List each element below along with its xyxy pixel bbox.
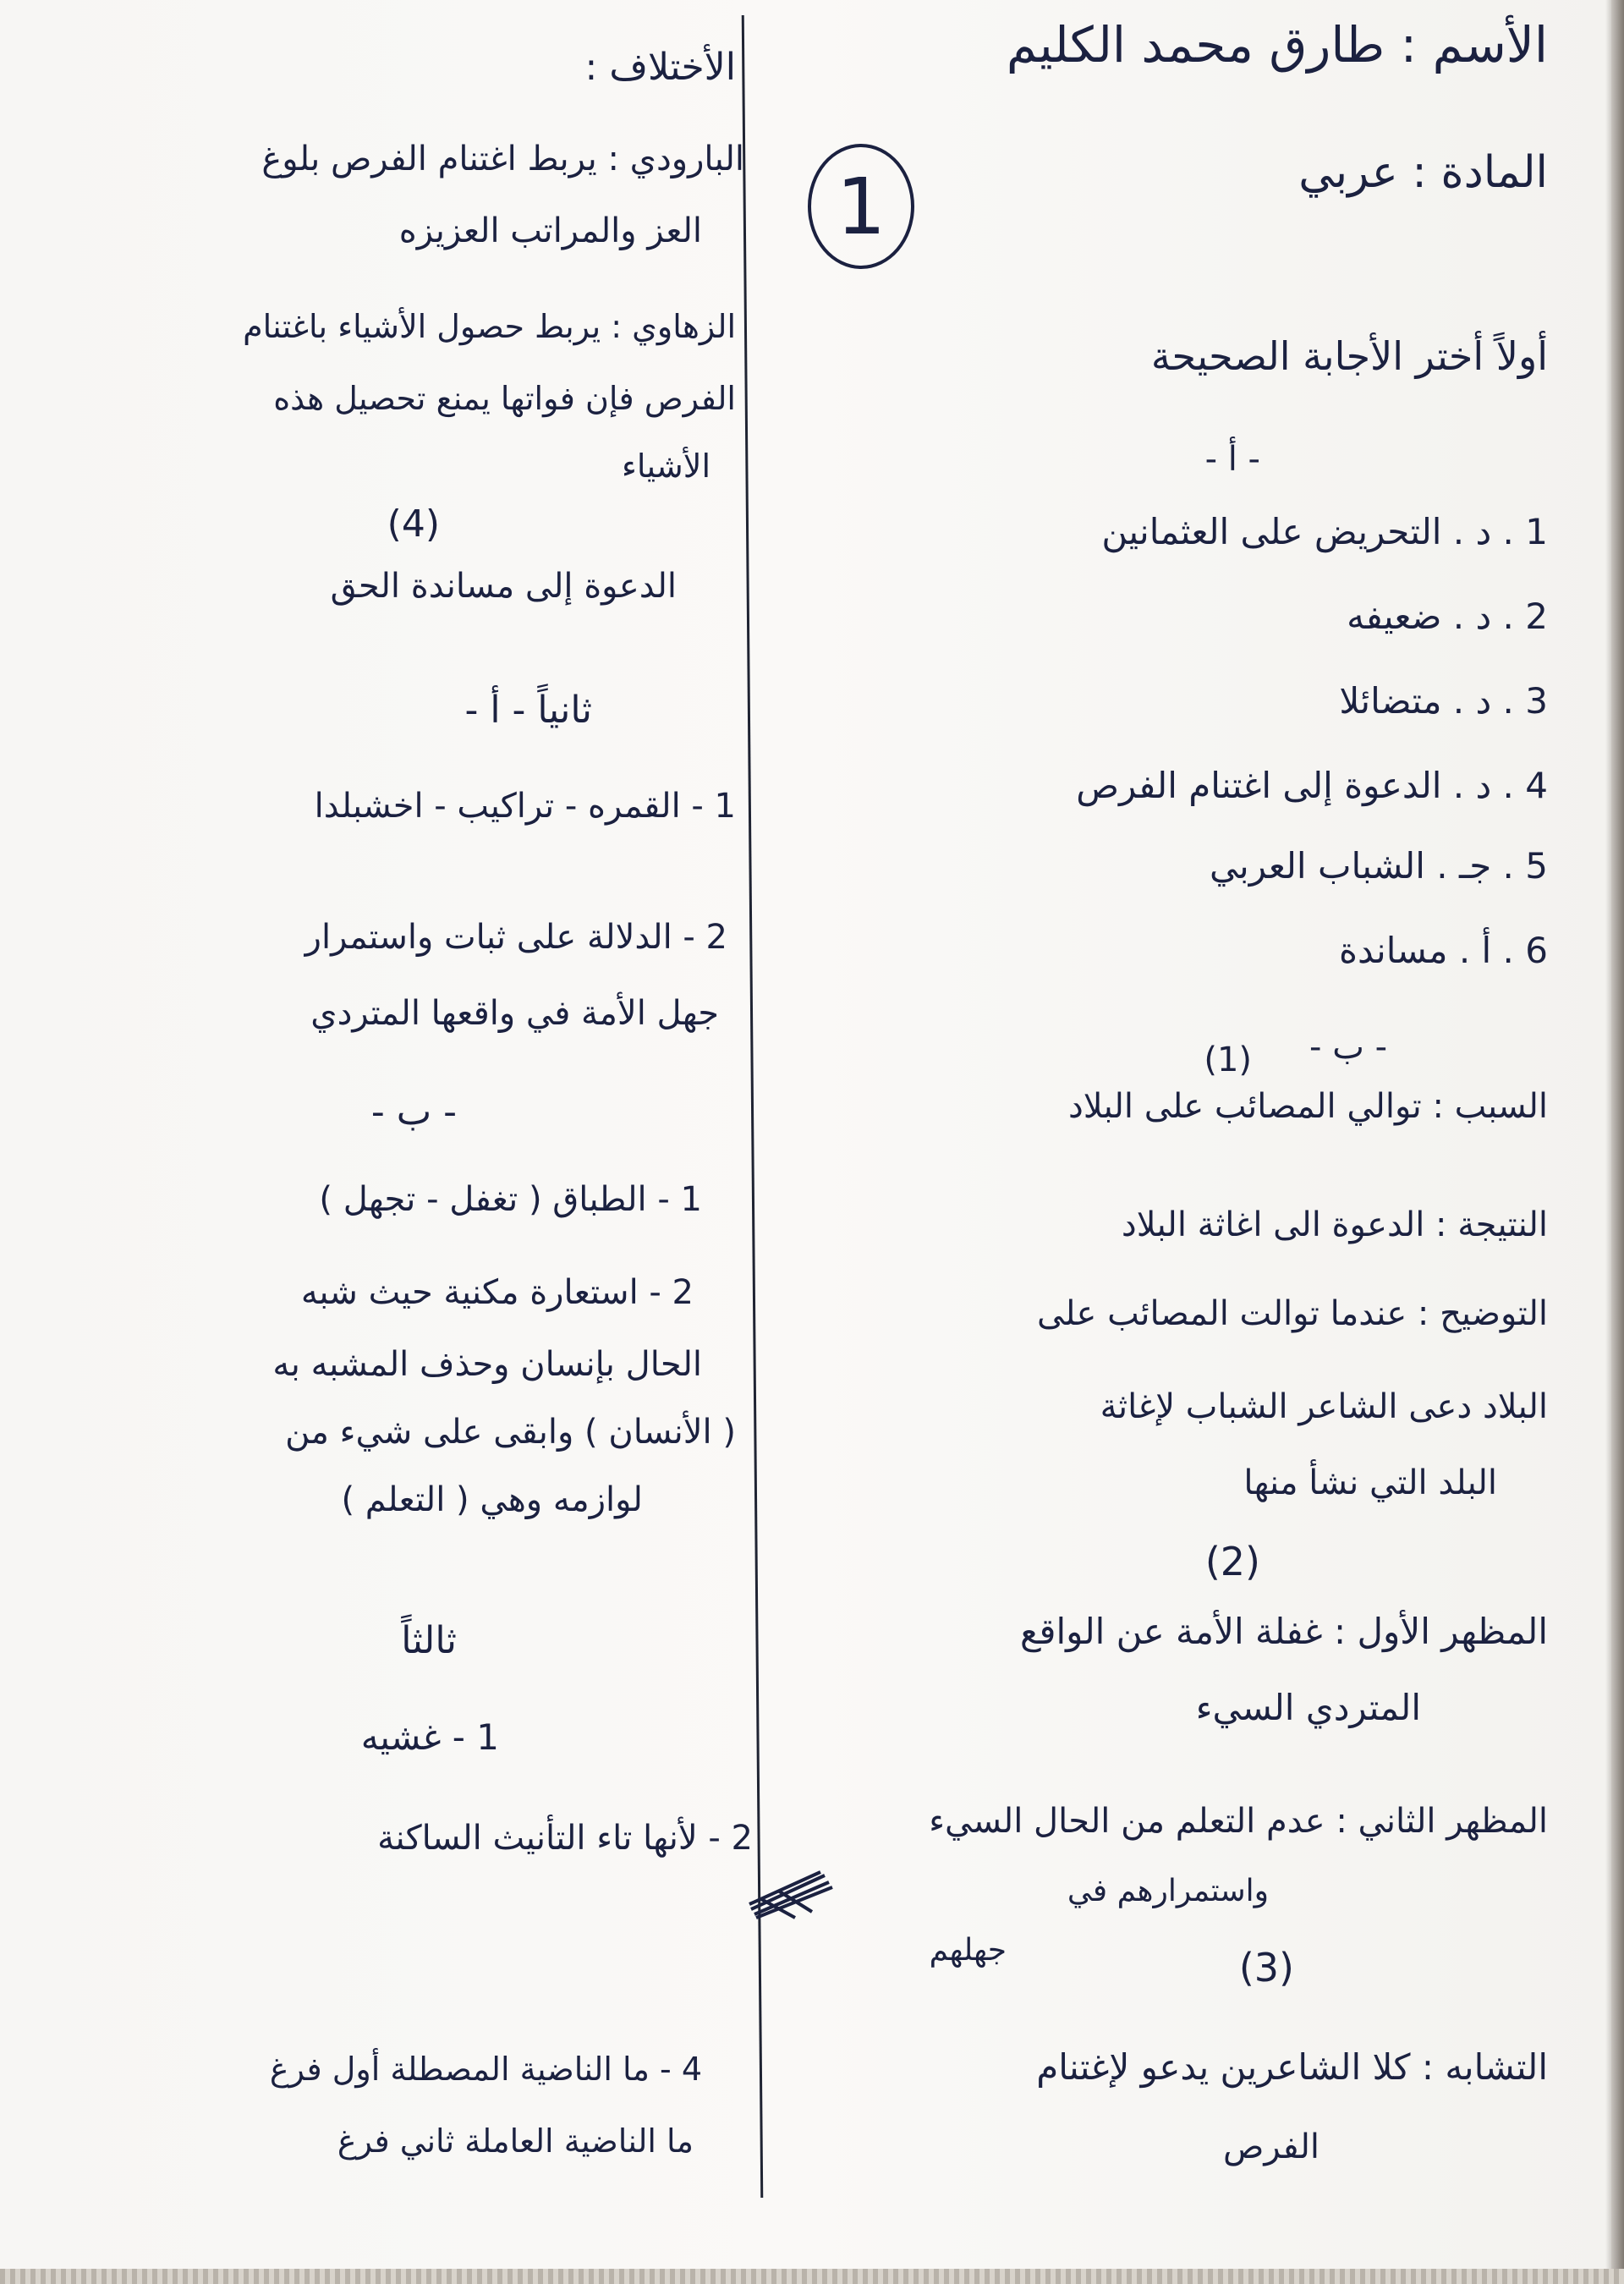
difference-header: الأختلاف : [584, 46, 736, 89]
table-edge-strip [0, 2269, 1624, 2284]
q2-part-b-label: - ب - [370, 1090, 457, 1134]
q2a-line-2: 2 - الدلالة على ثبات واستمرار [304, 918, 727, 957]
q2a-line-1: 1 - القمره - تراكيب - اخشبلدا [314, 787, 736, 826]
explanation-line-1: التوضيح : عندما توالت المصائب على [1036, 1294, 1548, 1333]
mcq-answer-5: 5 . جـ . الشباب العربي [1210, 845, 1548, 887]
page-number: 1 [836, 161, 886, 252]
q2b-line-2: 2 - استعارة مكنية حيث شبه [300, 1273, 694, 1312]
zahawi-line-2: الفرص فإن فواتها يمنع تحصيل هذه [273, 380, 736, 417]
zahawi-line-3: الأشياء [622, 447, 710, 485]
mark-1: (1) [1204, 1040, 1252, 1079]
student-name-line: الأسم : طارق محمد الكليم [1006, 16, 1548, 74]
aspect-one-line-2: المتردي السيء [1195, 1687, 1421, 1728]
right-column [761, 0, 1548, 2267]
aspect-two-line-2: واستمرارهم في [1067, 1874, 1269, 1908]
aspect-one-line-1: المظهر الأول : غفلة الأمة عن الواقع [1020, 1611, 1548, 1652]
question-three-header: ثالثاً [401, 1619, 457, 1662]
mcq-answer-2: 2 . د . ضعيفه [1347, 596, 1548, 637]
barudi-line-2: العز والمراتب العزيزه [398, 211, 702, 250]
q2b-line-1: 1 - الطباق ( تغفل - تجهل ) [319, 1180, 702, 1219]
cause-line: السبب : توالي المصائب على البلاد [1067, 1087, 1548, 1126]
explanation-line-3: البلد التي نشأ منها [1243, 1463, 1497, 1502]
left-column [8, 0, 753, 2267]
q2a-line-3: جهل الأمة في واقعها المتردي [310, 994, 719, 1033]
mcq-answer-6: 6 . أ . مساندة [1338, 930, 1548, 971]
part-a-label: - أ - [1204, 440, 1260, 479]
question-two-header: ثانياً - أ - [464, 689, 592, 732]
q3-4-line-2: ما الناضية العاملة ثاني فرغ [337, 2122, 694, 2160]
zahawi-line-1: الزهاوي : يربط حصول الأشياء باغتنام [243, 308, 736, 345]
part-b-label: - ب - [1309, 1028, 1387, 1067]
aspect-two-line-1: المظهر الثاني : عدم التعلم من الحال السيء [929, 1802, 1548, 1841]
answer-4: الدعوة إلى مساندة الحق [330, 567, 677, 606]
similarity-line-1: التشابه : كلا الشاعرين يدعو لإغتنام [1036, 2046, 1548, 2088]
mcq-answer-3: 3 . د . متضائلا [1339, 680, 1548, 722]
similarity-line-2: الفرص [1223, 2128, 1320, 2166]
mark-3: (3) [1238, 1945, 1294, 1990]
mark-4: (4) [387, 502, 440, 546]
explanation-line-2: البلاد دعى الشاعر الشباب لإغاثة [1100, 1387, 1548, 1426]
q3-4-line-1: 4 - ما الناضية المصطلة أول فرغ [269, 2051, 702, 2088]
result-line: النتيجة : الدعوة الى اغاثة البلاد [1121, 1205, 1548, 1244]
aspect-two-line-3: جهلهم [929, 1933, 1007, 1968]
q2b-line-3: الحال بإنسان وحذف المشبه به [272, 1345, 702, 1384]
crossed-out-scribble [744, 1865, 837, 1924]
subject-line: المادة : عربي [1298, 147, 1548, 198]
mcq-answer-4: 4 . د . الدعوة إلى اغتنام الفرص [1076, 765, 1548, 806]
page-edge-shadow [1605, 0, 1624, 2284]
mark-2: (2) [1204, 1539, 1260, 1584]
q3-line-1: 1 - غشيه [360, 1716, 499, 1758]
mcq-answer-1: 1 . د . التحريض على العثمانين [1101, 511, 1548, 552]
q3-line-2: 2 - لأنها تاء التأنيث الساكنة [377, 1819, 753, 1858]
question-one-header: أولاً أختر الأجابة الصحيحة [1150, 333, 1548, 379]
q2b-line-4: ( الأنسان ) وابقى على شيء من [285, 1413, 736, 1452]
barudi-line-1: البارودي : يربط اغتنام الفرص بلوغ [261, 140, 744, 178]
q2b-line-5: لوازمه وهي ( التعلم ) [341, 1480, 643, 1519]
